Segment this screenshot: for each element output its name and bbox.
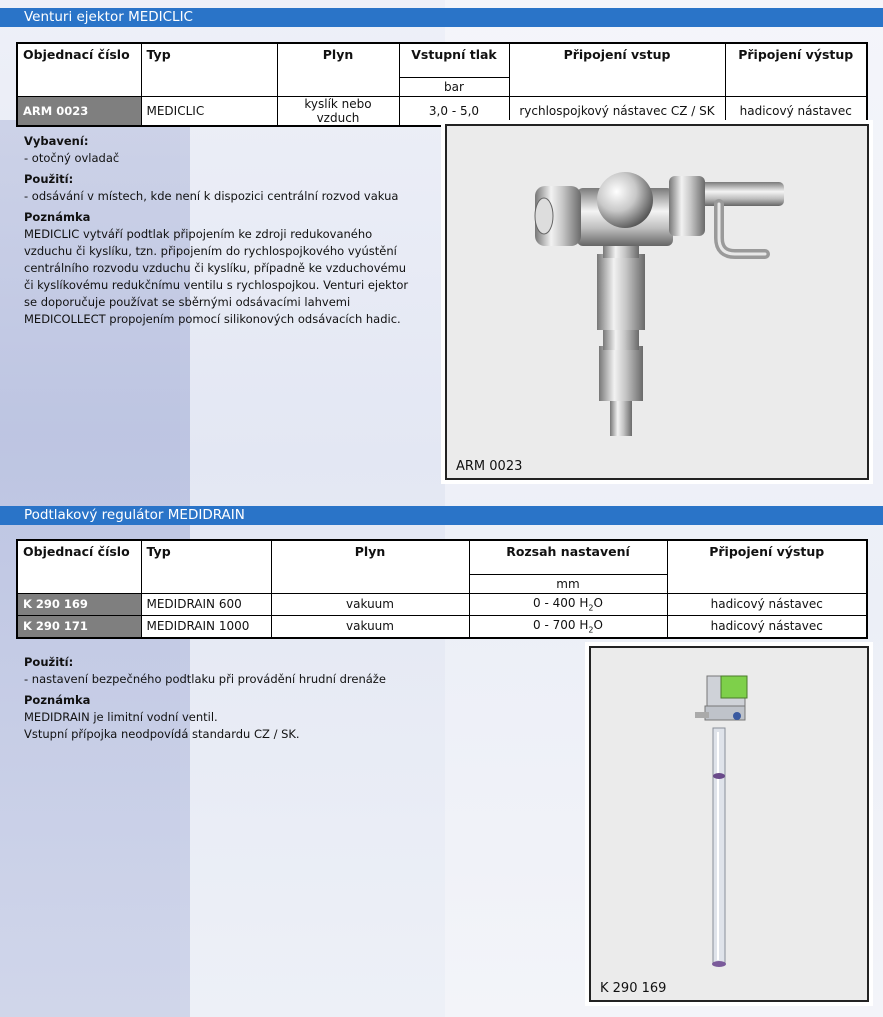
equipment-heading: Vybavení: (24, 134, 89, 148)
header-gas: Plyn (277, 43, 399, 96)
range-number: 0 - 700 (533, 617, 576, 632)
note-line: centrálního rozvodu vzduchu či kyslíku, případně ke vzduchovému (24, 261, 407, 275)
range-unit-h: H (579, 617, 589, 632)
header-pressure-unit: bar (399, 77, 509, 96)
note-line: MEDICLIC vytváří podtlak připojením ke zdroji redukovaného (24, 227, 373, 241)
regulator-illustration (591, 648, 867, 1000)
usage-heading: Použití: (24, 172, 74, 186)
header-range-unit: mm (469, 574, 667, 593)
header-inlet: Připojení vstup (509, 43, 725, 96)
note-line: Vstupní přípojka neodpovídá standardu CZ / SK. (24, 727, 300, 741)
inlet-value: rychlospojkový nástavec CZ / SK (509, 96, 725, 126)
note-line: MEDICOLLECT propojením pomocí silikonových odsávacích hadic. (24, 312, 401, 326)
range-unit-h: H (579, 595, 589, 610)
section2-title-bar (0, 506, 883, 525)
photo-caption: K 290 169 (600, 981, 667, 996)
product-type: MEDIDRAIN 600 (141, 593, 271, 615)
range-value (469, 615, 667, 638)
header-code: Objednací číslo (17, 540, 141, 593)
range-value (469, 593, 667, 615)
photo-caption: ARM 0023 (456, 459, 523, 474)
outlet-value: hadicový nástavec (667, 593, 867, 615)
section2-spec-table (16, 539, 868, 639)
header-range: Rozsah nastavení (469, 540, 667, 574)
product-photo-mediclic (445, 124, 869, 480)
usage-text: - nastavení bezpečného podtlaku při provádění hrudní drenáže (24, 672, 386, 686)
order-code: K 290 171 (17, 615, 141, 638)
equipment-text: - otočný ovladač (24, 151, 120, 165)
outlet-value: hadicový nástavec (725, 96, 867, 126)
gas-value: kyslík nebo vzduch (277, 96, 399, 126)
ejector-illustration (447, 126, 867, 478)
header-outlet: Připojení výstup (667, 540, 867, 593)
section2-title: Podtlakový regulátor MEDIDRAIN (24, 507, 245, 523)
header-pressure: Vstupní tlak (399, 43, 509, 77)
section2-description (24, 654, 584, 743)
note-heading: Poznámka (24, 693, 91, 707)
table-row (17, 615, 867, 638)
table-row (17, 96, 867, 126)
product-type: MEDICLIC (141, 96, 277, 126)
note-line: vzduchu či kyslíku, tzn. připojením do rychlospojkového vyústění (24, 244, 397, 258)
gas-value: vakuum (271, 593, 469, 615)
range-unit-2: 2 (588, 603, 594, 613)
table-row (17, 593, 867, 615)
product-type: MEDIDRAIN 1000 (141, 615, 271, 638)
header-outlet: Připojení výstup (725, 43, 867, 96)
note-line: či kyslíkovému redukčnímu ventilu s rychlospojkou. Venturi ejektor (24, 278, 409, 292)
order-code: K 290 169 (17, 593, 141, 615)
gas-value: vakuum (271, 615, 469, 638)
note-heading: Poznámka (24, 210, 91, 224)
outlet-value: hadicový nástavec (667, 615, 867, 638)
range-unit-o: O (593, 595, 603, 610)
header-type: Typ (141, 43, 277, 96)
usage-heading: Použití: (24, 655, 74, 669)
note-line: se doporučuje používat se sběrnými odsávacími lahvemi (24, 295, 351, 309)
header-type: Typ (141, 540, 271, 593)
section1-spec-table (16, 42, 868, 127)
pressure-value: 3,0 - 5,0 (399, 96, 509, 126)
range-unit-o: O (593, 617, 603, 632)
usage-text: - odsávání v místech, kde není k dispozici centrální rozvod vakua (24, 189, 399, 203)
note-line: MEDIDRAIN je limitní vodní ventil. (24, 710, 218, 724)
section1-description (24, 133, 444, 328)
range-number: 0 - 400 (533, 595, 576, 610)
section1-title: Venturi ejektor MEDICLIC (24, 9, 193, 25)
range-unit-2: 2 (588, 625, 594, 635)
product-photo-medidrain (589, 646, 869, 1002)
order-code: ARM 0023 (17, 96, 141, 126)
header-gas: Plyn (271, 540, 469, 593)
header-code: Objednací číslo (17, 43, 141, 96)
section1-title-bar (0, 8, 883, 27)
